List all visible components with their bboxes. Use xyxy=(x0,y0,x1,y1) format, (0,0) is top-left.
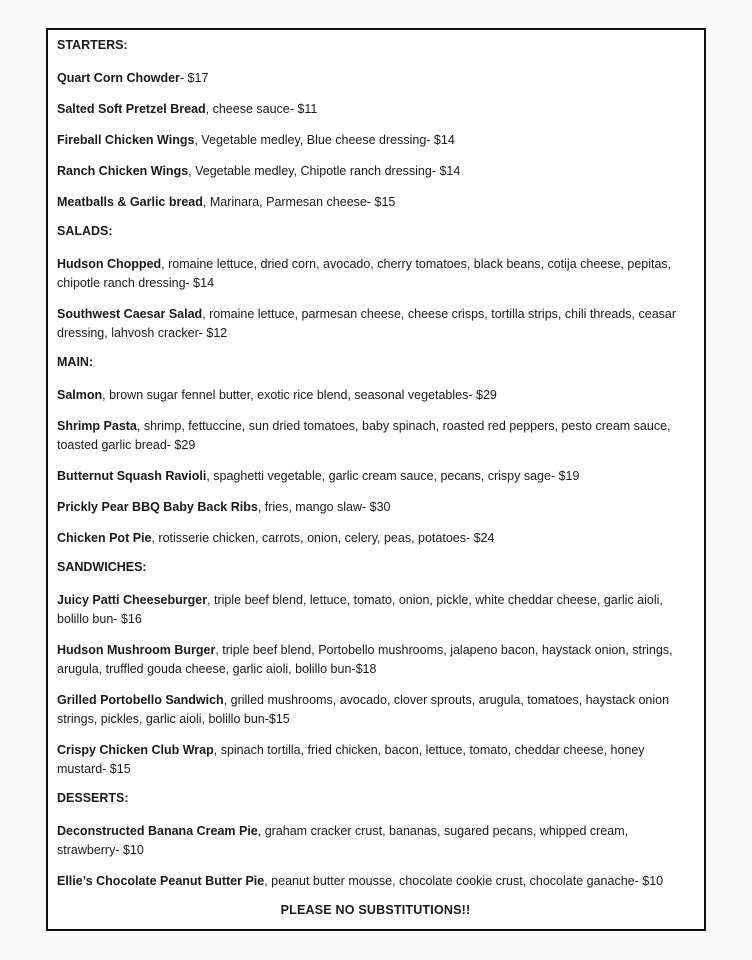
menu-item xyxy=(57,822,694,860)
item-description: , triple beef blend, Portobello mushrooms, jalapeno bacon, haystack onion, strings, arugula, truffled gouda cheese, garlic aioli, bolillo bun-$18 xyxy=(57,643,673,676)
item-description: , grilled mushrooms, avocado, clover sprouts, arugula, tomatoes, haystack onion strings, pickles, garlic aioli, bolillo bun-$15 xyxy=(57,693,670,726)
item-description: , Vegetable medley, Blue cheese dressing- $14 xyxy=(194,133,455,147)
menu-box xyxy=(46,28,706,931)
item-name: Southwest Caesar Salad xyxy=(57,307,203,321)
section-heading: STARTERS: xyxy=(57,38,128,52)
menu-item xyxy=(57,255,694,293)
menu-item xyxy=(57,872,694,891)
item-name: Hudson Chopped xyxy=(57,257,162,271)
item-description: , romaine lettuce, parmesan cheese, cheese crisps, tortilla strips, chili threads, ceasar dressing, lahvosh cracker- $12 xyxy=(57,307,677,340)
item-description: , spaghetti vegetable, garlic cream sauce, pecans, crispy sage- $19 xyxy=(206,469,580,483)
item-name: Grilled Portobello Sandwich xyxy=(57,693,224,707)
item-name: Prickly Pear BBQ Baby Back Ribs xyxy=(57,500,258,514)
section-desserts xyxy=(57,791,694,891)
item-name: Chicken Pot Pie xyxy=(57,531,152,545)
item-description: , Marinara, Parmesan cheese- $15 xyxy=(202,195,396,209)
section-sandwiches xyxy=(57,560,694,779)
menu-item xyxy=(57,386,694,405)
menu-item xyxy=(57,691,694,729)
item-name: Salmon xyxy=(57,388,103,402)
section-heading: SANDWICHES: xyxy=(57,560,147,574)
item-name: Fireball Chicken Wings xyxy=(57,133,195,147)
menu-item xyxy=(57,591,694,629)
item-name: Meatballs & Garlic bread xyxy=(57,195,203,209)
section-main xyxy=(57,355,694,548)
item-description: , fries, mango slaw- $30 xyxy=(257,500,391,514)
menu-item xyxy=(57,69,694,88)
item-name: Ellie’s Chocolate Peanut Butter Pie xyxy=(57,874,265,888)
menu-item xyxy=(57,100,694,119)
item-name: Juicy Patti Cheeseburger xyxy=(57,593,208,607)
menu-item xyxy=(57,417,694,455)
menu-item xyxy=(57,529,694,548)
section-heading: DESSERTS: xyxy=(57,791,129,805)
item-description: , spinach tortilla, fried chicken, bacon, lettuce, tomato, cheddar cheese, honey mustard- $15 xyxy=(57,743,645,776)
section-heading: SALADS: xyxy=(57,224,113,238)
item-description: , brown sugar fennel butter, exotic rice blend, seasonal vegetables- $29 xyxy=(102,388,497,402)
no-substitutions-note: PLEASE NO SUBSTITUTIONS!! xyxy=(280,903,471,917)
menu-item xyxy=(57,741,694,779)
item-description: , peanut butter mousse, chocolate cookie crust, chocolate ganache- $10 xyxy=(264,874,664,888)
item-name: Quart Corn Chowder xyxy=(57,71,180,85)
menu-item xyxy=(57,162,694,181)
menu-item xyxy=(57,498,694,517)
item-description: , romaine lettuce, dried corn, avocado, cherry tomatoes, black beans, cotija cheese, pepitas, chipotle ranch dressing- $14 xyxy=(57,257,672,290)
item-name: Deconstructed Banana Cream Pie xyxy=(57,824,258,838)
section-salads xyxy=(57,224,694,343)
item-description: , shrimp, fettuccine, sun dried tomatoes, baby spinach, roasted red peppers, pesto cream sauce, toasted garlic bread- $29 xyxy=(57,419,671,452)
menu-item xyxy=(57,467,694,486)
item-name: Shrimp Pasta xyxy=(57,419,137,433)
menu-item xyxy=(57,131,694,150)
menu-item xyxy=(57,305,694,343)
item-name: Hudson Mushroom Burger xyxy=(57,643,216,657)
item-description: - $17 xyxy=(179,71,209,85)
item-description: , Vegetable medley, Chipotle ranch dressing- $14 xyxy=(188,164,461,178)
section-starters xyxy=(57,38,694,212)
menu-item xyxy=(57,193,694,212)
item-description: , rotisserie chicken, carrots, onion, celery, peas, potatoes- $24 xyxy=(151,531,495,545)
section-heading: MAIN: xyxy=(57,355,94,369)
item-description: , graham cracker crust, bananas, sugared pecans, whipped cream, strawberry- $10 xyxy=(57,824,629,857)
item-name: Ranch Chicken Wings xyxy=(57,164,189,178)
item-description: , triple beef blend, lettuce, tomato, onion, pickle, white cheddar cheese, garlic aioli, bolillo bun- $16 xyxy=(57,593,663,626)
item-name: Crispy Chicken Club Wrap xyxy=(57,743,214,757)
item-name: Butternut Squash Ravioli xyxy=(57,469,207,483)
item-description: , cheese sauce- $11 xyxy=(205,102,318,116)
item-name: Salted Soft Pretzel Bread xyxy=(57,102,206,116)
menu-item xyxy=(57,641,694,679)
